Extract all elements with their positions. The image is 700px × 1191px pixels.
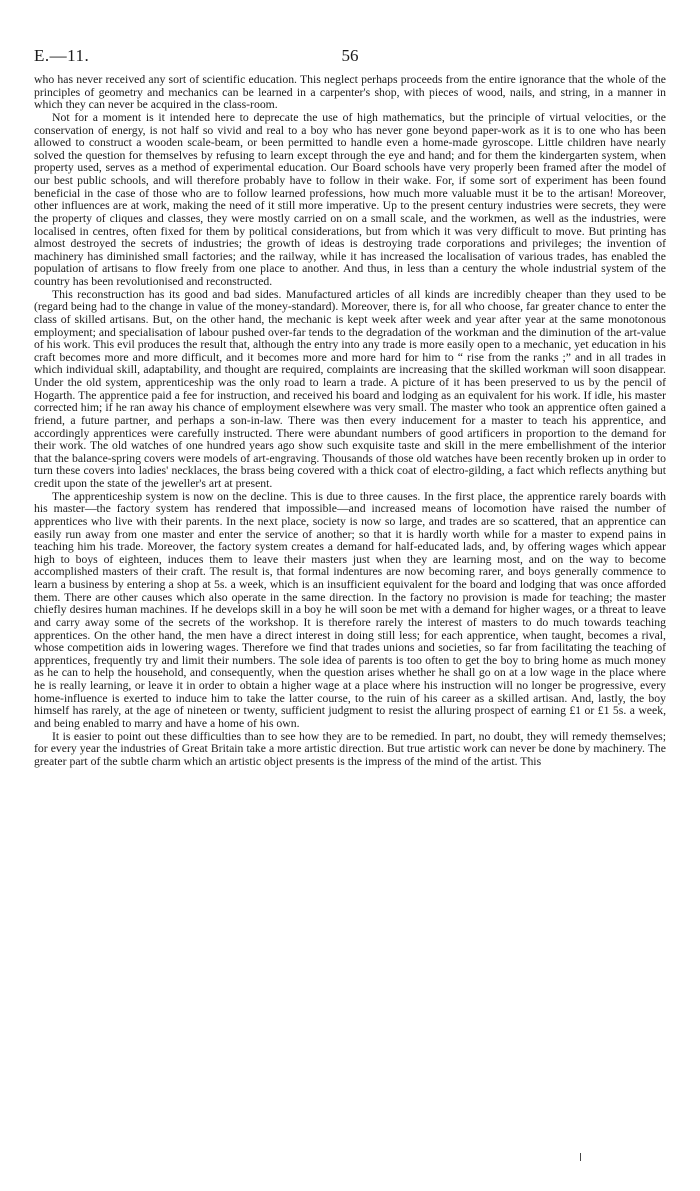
paragraph-continuation: who has never received any sort of scientific education. This neglect perhaps proceeds from the entire ignorance that the whole of the principles of geometry and mechanics can be learned in a carpenter's shop, with pieces of wood, nails, and string, in a manner in which they can never be acquired in the class-room. bbox=[34, 73, 666, 112]
page-number: 56 bbox=[341, 46, 359, 65]
document-reference: E.—11. bbox=[34, 46, 90, 65]
margin-mark bbox=[580, 1153, 581, 1161]
paragraph-mathematics: Not for a moment is it intended here to deprecate the use of high mathematics, but the principle of virtual velocities, or the conservation of energy, is not half so vivid and real to a boy who has never gone beyond paper-work as it is to one who has been allowed to construct a wooden scale-beam, or been permitted to handle even a home-made gyroscope. Little children have nearly solved the question for themselves by refusing to learn except through the eye and hand; and for them the kindergarten system, when property used, serves as a method of experimental education. Our Board schools have very properly been framed after the model of our best public schools, and will therefore probably have to follow in their wake. For, if some sort of experiment has been found beneficial in the case of those who are to follow learned professions, how much more valuable must it be to the artisan! Moreover, other influences are at work, making the need of it still more imperative. Up to the present century industries were secrets, they were the property of cliques and classes, they were mostly carried on on a small scale, and the workmen, as well as the industries, were localised in centres, often fixed for them by political considerations, but from which it was very difficult to move. But printing has almost destroyed the secrets of industries; the growth of ideas is destroying trade corporations and privileges; the invention of machinery has diminished small factories; and the railway, while it has increased the localisation of various trades, has enabled the population of artisans to flow freely from one place to another. And thus, in less than a century the whole industrial system of the country has been revolutionised and reconstructed. bbox=[34, 110, 666, 288]
body-text bbox=[34, 74, 666, 768]
page-header bbox=[34, 30, 666, 74]
paragraph-apprenticeship: The apprenticeship system is now on the decline. This is due to three causes. In the first place, the apprentice rarely boards with his master—the factory system has rendered that impossible—and increased means of locomotion have raised the number of apprentices who live with their parents. In the next place, society is now so large, and trades are so scattered, that an apprentice can easily run away from one master and enter the service of another; so that it is hardly worth while for a master to expend pains in teaching him his trade. Moreover, the factory system creates a demand for half-educated lads, and, by offering wages which appear high to boys of eighteen, induces them to leave their masters just when they are learning most, and on the way to become accomplished masters of their craft. The result is, that formal indentures are now becoming rarer, and boys generally commence to learn a business by entering a shop at 5s. a week, which is an insufficient equivalent for the board and lodging that was once afforded them. There are other causes which also operate in the same direction. In the factory no provision is made for teaching; the master chiefly desires human machines. If he develops skill in a boy he will soon be met with a demand for higher wages, or a threat to leave and carry away some of the secrets of the workshop. It is therefore rarely the interest of masters to do much towards teaching apprentices. On the other hand, the men have a direct interest in doing still less; for each apprentice, when taught, becomes a rival, whose competition aids in lowering wages. Therefore we find that trades unions and societies, so far from facilitating the teaching of apprentices, frequently try and limit their numbers. The sole idea of parents is too often to get the boy to bring home as much money as he can to help the household, and consequently, when the question arises whether he shall go on at a low wage in the place where he is really learning, or leave it in order to obtain a higher wage at a place where his instruction will no longer be progressive, every home-influence is exerted to induce him to take the latter course, to the ruin of his career as a skilled artisan. And, lastly, the boy himself has rarely, at the age of nineteen or twenty, sufficient judgment to resist the alluring prospect of earning £1 or £1 5s. a week, and being enabled to marry and have a home of his own. bbox=[34, 489, 666, 730]
paragraph-remedies: It is easier to point out these difficulties than to see how they are to be remedied. In part, no doubt, they will remedy themselves; for every year the industries of Great Britain take a more artistic direction. But true artistic work can never be done by machinery. The greater part of the subtle charm which an artistic object presents is the impress of the mind of the artist. This bbox=[34, 729, 666, 768]
paragraph-reconstruction: This reconstruction has its good and bad sides. Manufactured articles of all kinds are incredibly cheaper than they used to be (regard being had to the change in value of the money-standard). Moreover, there is, for all who choose, far greater chance to enter the class of skilled artisans. But, on the other hand, the mechanic is kept week after week and year after year at the same monotonous employment; and specialisation of labour pushed over-far tends to the degradation of the workman and the diminution of the art-value of his work. This evil produces the result that, although the entry into any trade is more easily open to a mechanic, yet education in his craft becomes more and more difficult, and it becomes more and more hard for him to “ rise from the ranks ;” and in all trades in which individual skill, adaptability, and thought are required, complaints are increasing that the skilled workman will soon disappear. Under the old system, apprenticeship was the only road to learn a trade. A picture of it has been preserved to us by the pencil of Hogarth. The apprentice paid a fee for instruction, and received his board and lodging as an equivalent for his work. If idle, his master corrected him; if he ran away his chance of employment elsewhere was very small. The master who took an apprentice often gained a friend, a future partner, and perhaps a son-in-law. There was then every inducement for a master to teach his apprentice, and accordingly apprentices were carefully instructed. There were abundant numbers of good artificers in proportion to the demand for their work. The old watches of one hundred years ago show such exquisite taste and skill in the mere embellishment of the interior that the balance-spring covers were models of art-engraving. Thousands of those old watches have been recently broken up in order to turn these covers into ladies' necklaces, the brass being covered with a thick coat of electro-gilding, a fact which reflects anything but credit upon the state of the jeweller's art at present. bbox=[34, 287, 666, 490]
